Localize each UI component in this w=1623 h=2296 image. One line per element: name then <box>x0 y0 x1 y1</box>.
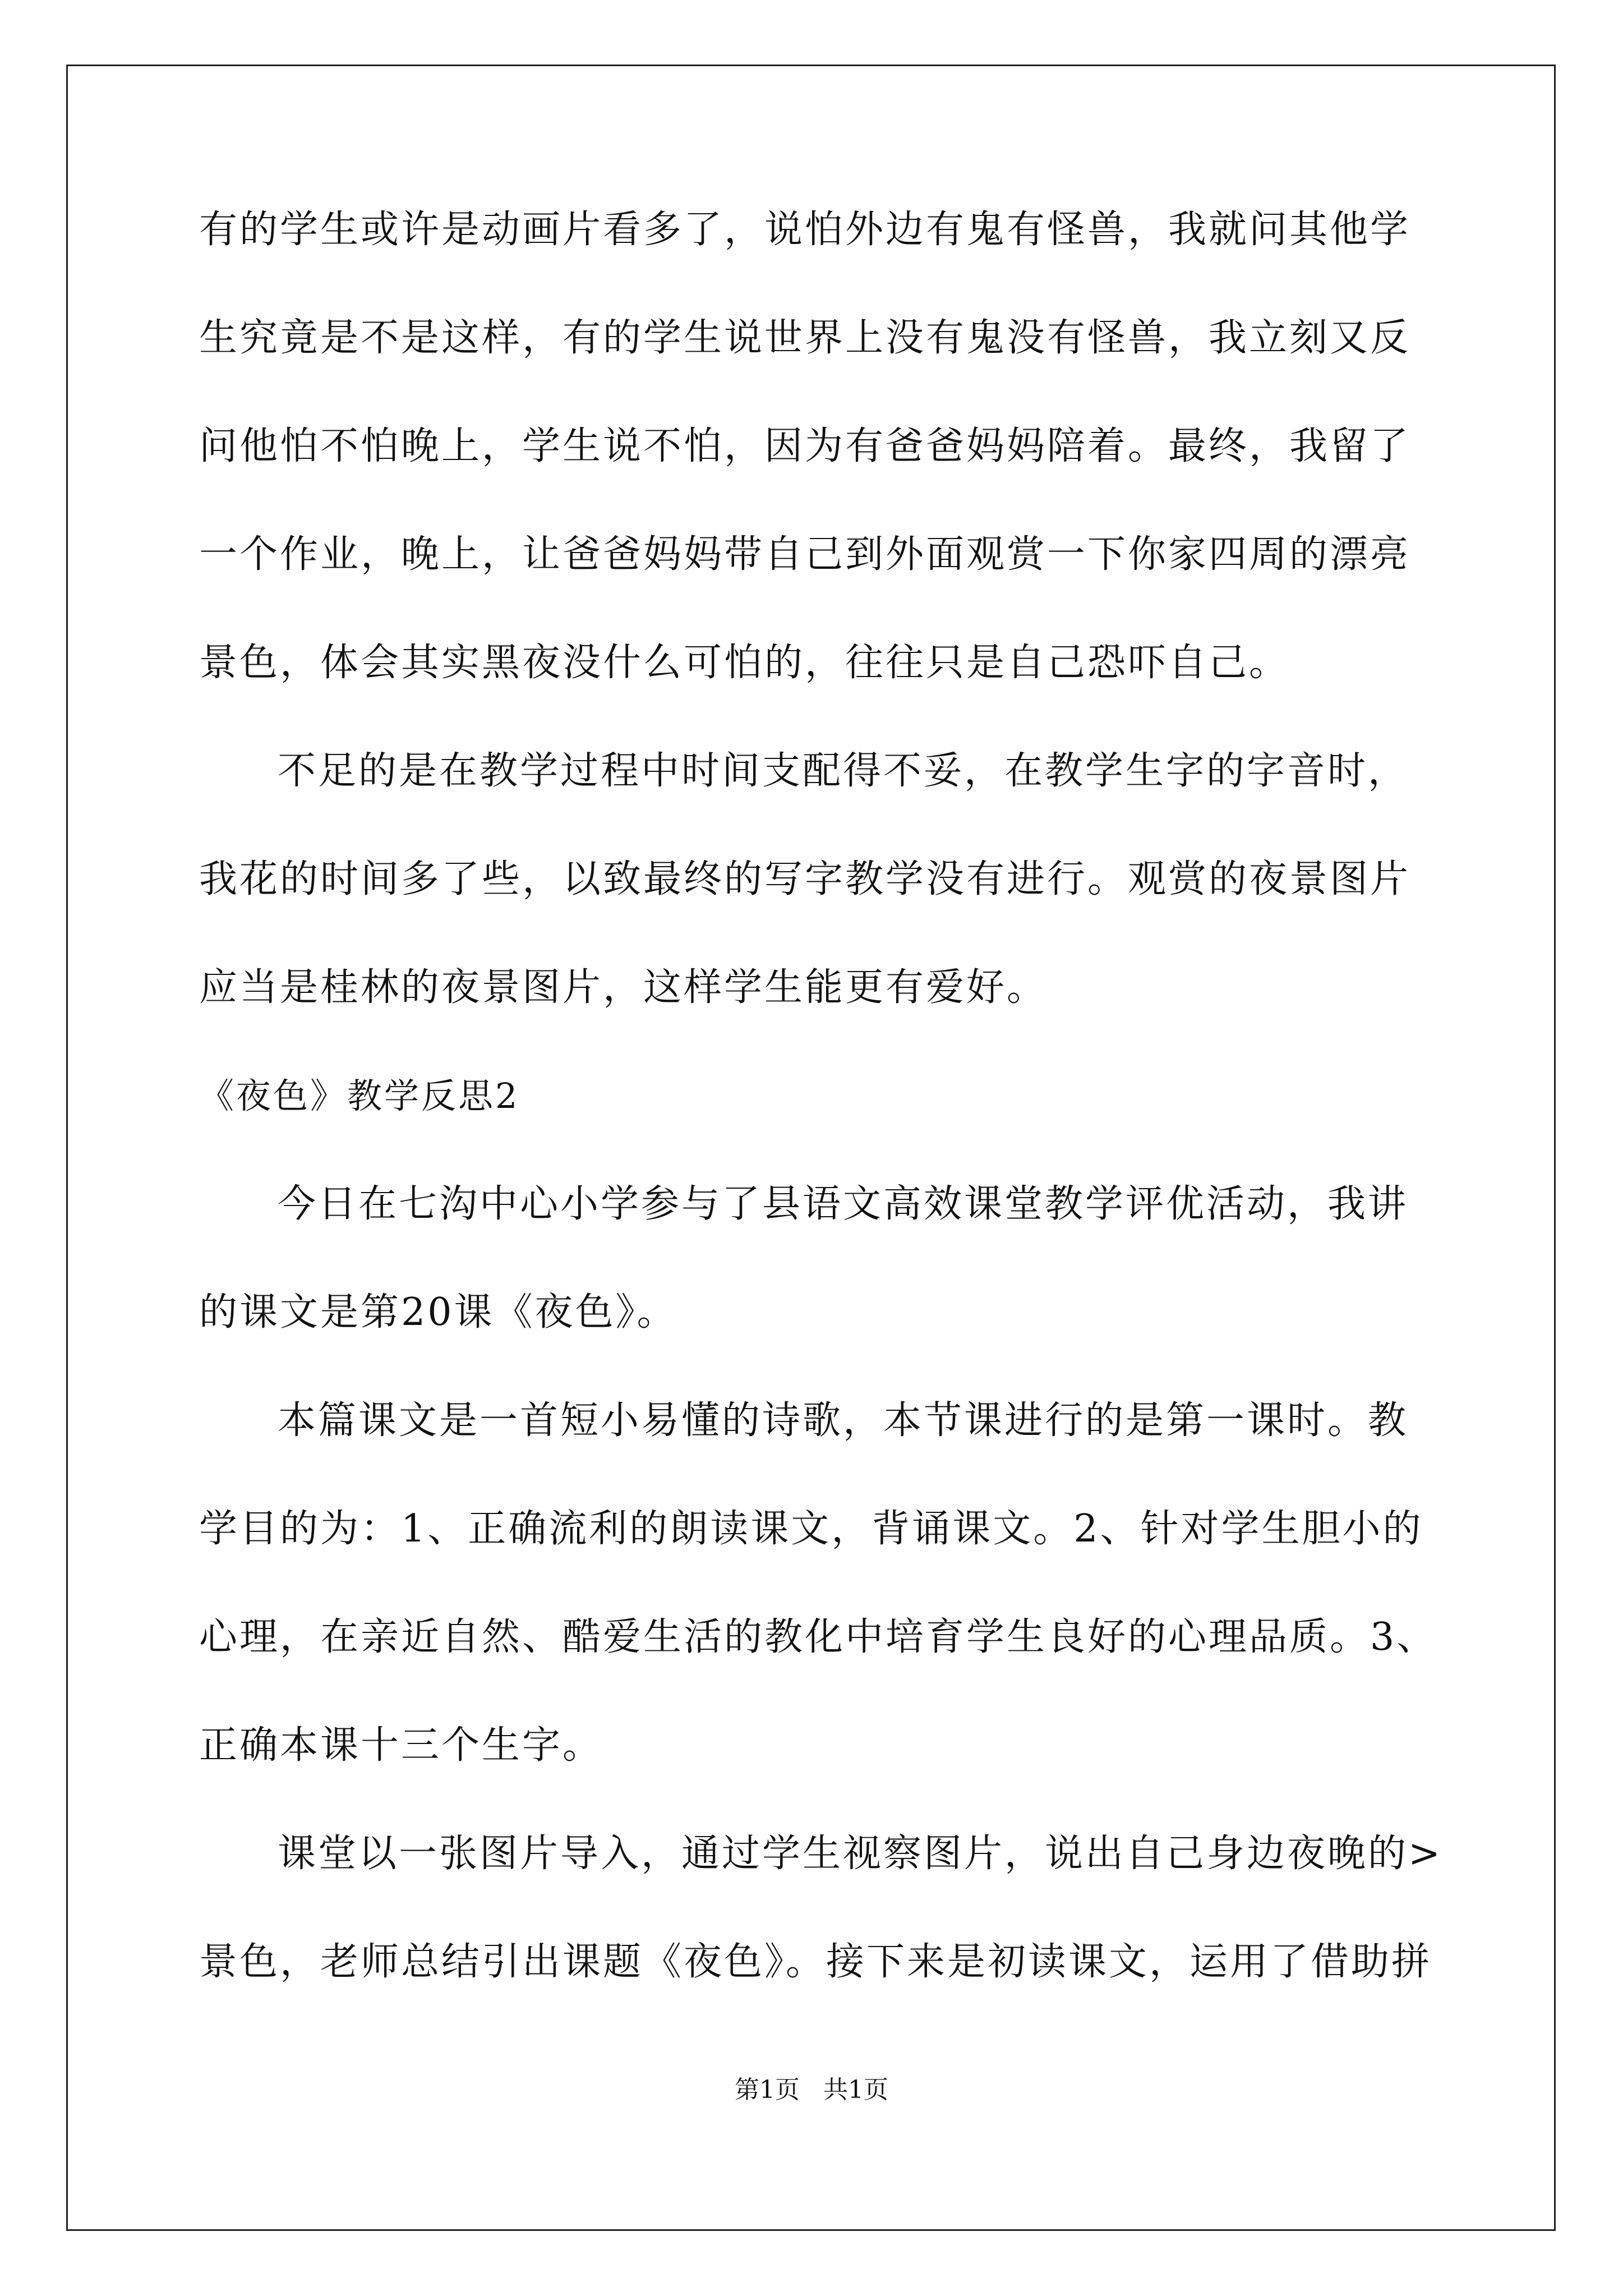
text-line: 我花的时间多了些，以致最终的写字教学没有进行。观赏的夜景图片 <box>199 857 1411 901</box>
text-line: 有的学生或许是动画片看多了，说怕外边有鬼有怪兽，我就问其他学 <box>199 208 1411 252</box>
section-heading: 《夜色》教学反思2 <box>199 1075 520 1116</box>
page-border <box>66 65 1556 2231</box>
text-line: 一个作业，晚上，让爸爸妈妈带自己到外面观赏一下你家四周的漂亮 <box>199 532 1411 577</box>
text-line: 景色，体会其实黑夜没什么可怕的，往往只是自己恐吓自己。 <box>199 641 1290 685</box>
text-line: 心理，在亲近自然、酷爱生活的教化中培育学生良好的心理品质。3、 <box>199 1615 1437 1659</box>
text-line: 问他怕不怕晚上，学生说不怕，因为有爸爸妈妈陪着。最终，我留了 <box>199 424 1411 468</box>
paragraph-start-line: 不足的是在教学过程中时间支配得不妥，在教学生字的字音时， <box>278 749 1409 793</box>
paragraph-start-line: 本篇课文是一首短小易懂的诗歌，本节课进行的是第一课时。教 <box>278 1398 1409 1443</box>
text-line: 应当是桂林的夜景图片，这样学生能更有爱好。 <box>199 965 1048 1010</box>
paragraph-start-line: 今日在七沟中心小学参与了县语文高效课堂教学评优活动，我讲 <box>278 1182 1409 1226</box>
paragraph-start-line: 课堂以一张图片导入，通过学生视察图片，说出自己身边夜晚的> <box>278 1832 1442 1876</box>
text-line: 景色，老师总结引出课题《夜色》。接下来是初读课文，运用了借助拼 <box>199 1940 1432 1984</box>
text-line: 的课文是第20课《夜色》。 <box>199 1290 677 1335</box>
text-line: 学目的为：1、正确流利的朗读课文，背诵课文。2、针对学生胆小的 <box>199 1507 1423 1551</box>
text-line: 正确本课十三个生字。 <box>199 1723 603 1768</box>
page-number-footer: 第1页 共1页 <box>735 2076 888 2104</box>
text-line: 生究竟是不是这样，有的学生说世界上没有鬼没有怪兽，我立刻又反 <box>199 316 1411 360</box>
